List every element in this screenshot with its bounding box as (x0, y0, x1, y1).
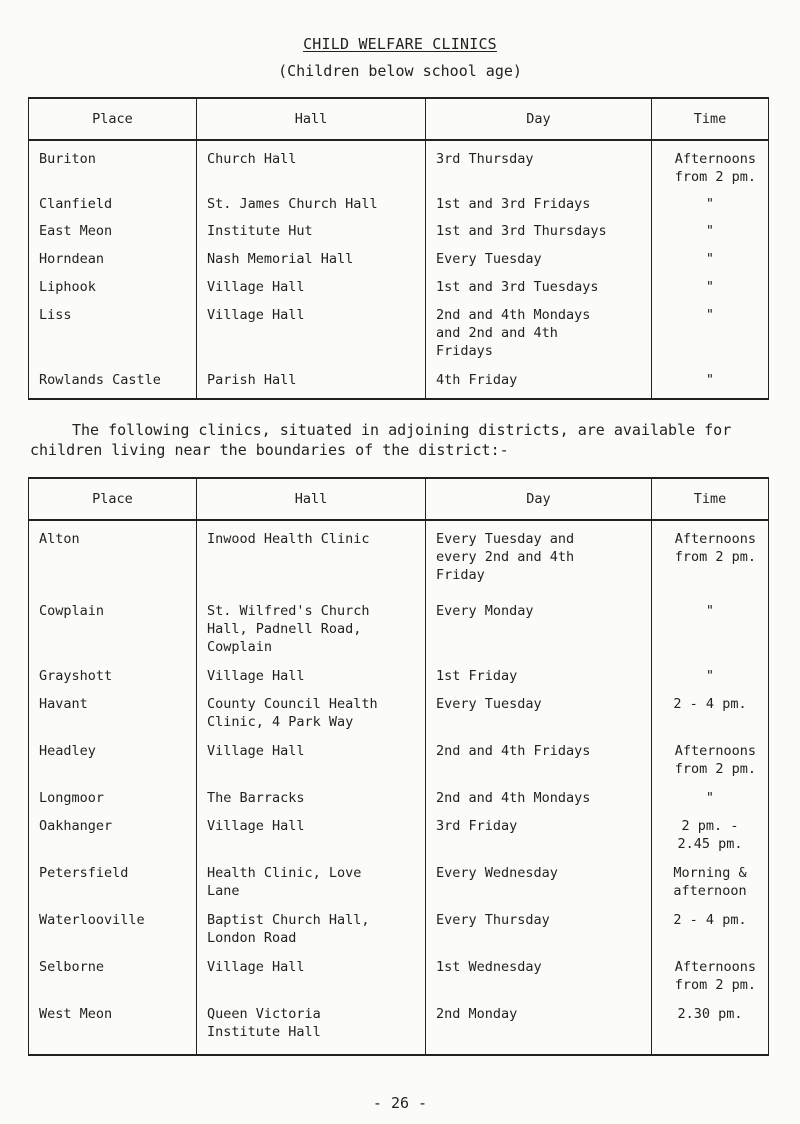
place-cell: West Meon (29, 1005, 197, 1055)
table-row (29, 958, 769, 1005)
time-cell: " (652, 789, 769, 817)
table-row (29, 250, 769, 278)
adjoining-clinics-table (28, 477, 769, 1056)
day-cell: 1st Friday (426, 667, 652, 695)
table-row (29, 195, 769, 222)
table-row (29, 789, 769, 817)
hall-cell: Village Hall (197, 958, 426, 1005)
hall-cell: County Council Health Clinic, 4 Park Way (197, 695, 426, 742)
hall-cell: Health Clinic, Love Lane (197, 864, 426, 911)
place-cell: Cowplain (29, 602, 197, 667)
day-cell: 2nd and 4th Mondays (426, 789, 652, 817)
page-title: CHILD WELFARE CLINICS (303, 35, 497, 53)
place-cell: Headley (29, 742, 197, 789)
table-row (29, 911, 769, 958)
place-cell: Rowlands Castle (29, 371, 197, 399)
day-cell: Every Tuesday (426, 695, 652, 742)
time-cell: Afternoons from 2 pm. (652, 140, 769, 195)
day-cell: Every Wednesday (426, 864, 652, 911)
table-row (29, 222, 769, 250)
place-cell: Buriton (29, 140, 197, 195)
time-cell: " (652, 250, 769, 278)
column-header-place: Place (29, 98, 197, 140)
table-row (29, 695, 769, 742)
time-cell: " (652, 667, 769, 695)
day-cell: 1st and 3rd Thursdays (426, 222, 652, 250)
time-cell: Afternoons from 2 pm. (652, 742, 769, 789)
column-header-time: Time (652, 478, 769, 520)
table-row (29, 817, 769, 864)
hall-cell: Church Hall (197, 140, 426, 195)
hall-cell: The Barracks (197, 789, 426, 817)
column-header-day: Day (426, 98, 652, 140)
place-cell: Liphook (29, 278, 197, 306)
intro-line-2: children living near the boundaries of the district:- (30, 441, 509, 459)
hall-cell: Institute Hut (197, 222, 426, 250)
day-cell: 3rd Thursday (426, 140, 652, 195)
column-header-hall: Hall (197, 98, 426, 140)
time-cell: Afternoons from 2 pm. (652, 520, 769, 602)
column-header-place: Place (29, 478, 197, 520)
place-cell: Selborne (29, 958, 197, 1005)
place-cell: Longmoor (29, 789, 197, 817)
hall-cell: St. James Church Hall (197, 195, 426, 222)
place-cell: East Meon (29, 222, 197, 250)
column-header-time: Time (652, 98, 769, 140)
hall-cell: Queen Victoria Institute Hall (197, 1005, 426, 1055)
table-row (29, 742, 769, 789)
place-cell: Oakhanger (29, 817, 197, 864)
hall-cell: Village Hall (197, 742, 426, 789)
time-cell: " (652, 371, 769, 399)
place-cell: Havant (29, 695, 197, 742)
day-cell: 2nd and 4th Fridays (426, 742, 652, 789)
time-cell: 2 - 4 pm. (652, 695, 769, 742)
place-cell: Waterlooville (29, 911, 197, 958)
day-cell: Every Monday (426, 602, 652, 667)
time-cell: 2 pm. - 2.45 pm. (652, 817, 769, 864)
place-cell: Alton (29, 520, 197, 602)
day-cell: Every Tuesday (426, 250, 652, 278)
day-cell: Every Thursday (426, 911, 652, 958)
table-row (29, 140, 769, 195)
table-row (29, 1005, 769, 1055)
hall-cell: Village Hall (197, 278, 426, 306)
place-cell: Liss (29, 306, 197, 371)
time-cell: " (652, 195, 769, 222)
time-cell: 2.30 pm. (652, 1005, 769, 1055)
place-cell: Grayshott (29, 667, 197, 695)
day-cell: 2nd and 4th Mondays and 2nd and 4th Fridays (426, 306, 652, 371)
clinics-table (28, 97, 769, 400)
time-cell: " (652, 602, 769, 667)
day-cell: 1st and 3rd Tuesdays (426, 278, 652, 306)
time-cell: 2 - 4 pm. (652, 911, 769, 958)
time-cell: Afternoons from 2 pm. (652, 958, 769, 1005)
page-subtitle: (Children below school age) (278, 62, 522, 80)
table-row (29, 667, 769, 695)
table-row (29, 306, 769, 371)
intro-paragraph (30, 420, 780, 460)
day-cell: 2nd Monday (426, 1005, 652, 1055)
table-row (29, 371, 769, 399)
time-cell: " (652, 306, 769, 371)
day-cell: 4th Friday (426, 371, 652, 399)
hall-cell: St. Wilfred's Church Hall, Padnell Road, Cowplain (197, 602, 426, 667)
hall-cell: Inwood Health Clinic (197, 520, 426, 602)
day-cell: 1st and 3rd Fridays (426, 195, 652, 222)
page-number: - 26 - (372, 1094, 428, 1112)
table-row (29, 602, 769, 667)
hall-cell: Nash Memorial Hall (197, 250, 426, 278)
hall-cell: Village Hall (197, 667, 426, 695)
time-cell: " (652, 278, 769, 306)
hall-cell: Village Hall (197, 306, 426, 371)
intro-line-1: The following clinics, situated in adjoining districts, are available for (72, 421, 732, 439)
day-cell: Every Tuesday and every 2nd and 4th Friday (426, 520, 652, 602)
place-cell: Horndean (29, 250, 197, 278)
hall-cell: Parish Hall (197, 371, 426, 399)
table-row (29, 278, 769, 306)
hall-cell: Baptist Church Hall, London Road (197, 911, 426, 958)
column-header-hall: Hall (197, 478, 426, 520)
day-cell: 1st Wednesday (426, 958, 652, 1005)
table-header-row (29, 98, 769, 140)
time-cell: " (652, 222, 769, 250)
hall-cell: Village Hall (197, 817, 426, 864)
time-cell: Morning & afternoon (652, 864, 769, 911)
place-cell: Clanfield (29, 195, 197, 222)
day-cell: 3rd Friday (426, 817, 652, 864)
place-cell: Petersfield (29, 864, 197, 911)
table-row (29, 520, 769, 602)
column-header-day: Day (426, 478, 652, 520)
table-row (29, 864, 769, 911)
table-header-row (29, 478, 769, 520)
